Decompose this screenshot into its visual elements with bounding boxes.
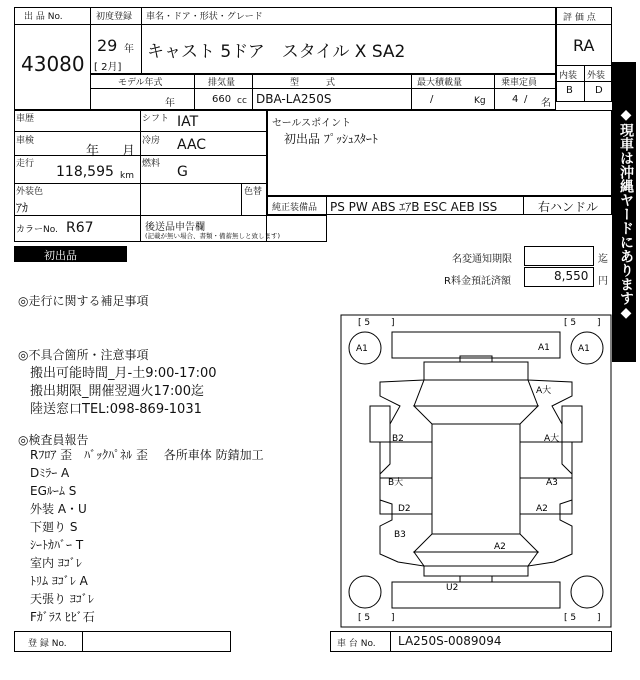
chassis-number: LA250S-0089094 xyxy=(398,634,502,648)
inspection-year: 年 xyxy=(86,144,100,159)
mark-tailgate: A2 xyxy=(494,542,506,552)
tailgate xyxy=(414,552,538,566)
first-listing-tag-text: 初出品 xyxy=(44,249,77,262)
history-label: 車歴 xyxy=(16,114,35,124)
front-door-left xyxy=(380,442,432,478)
name-change-label: 名変通知期限 xyxy=(452,254,512,265)
first-reg-year-unit: 年 xyxy=(124,44,134,55)
corner-label-tl: [ 5 ] xyxy=(358,318,395,328)
inspector-line: ｼｰﾄｶﾊﾞｰ T xyxy=(30,538,84,552)
shift-value: IAT xyxy=(177,114,199,130)
mark-rear-left-2: B3 xyxy=(394,530,406,540)
tire-rear-right xyxy=(571,576,603,608)
rear-bumper xyxy=(392,582,560,608)
mark-rear-door-left: D2 xyxy=(398,504,411,514)
load-unit: Kg xyxy=(474,96,486,106)
recycle-label: R料金預託済額 xyxy=(444,276,511,287)
corner-label-br: [ 5 ] xyxy=(564,613,601,623)
interior-label: 内装 xyxy=(559,71,578,81)
front-bumper xyxy=(392,332,560,358)
capacity-unit: 名 xyxy=(541,98,551,109)
mark-hood-right: A大 xyxy=(536,386,552,396)
sales-point-label: セールスポイント xyxy=(272,118,352,129)
mark-quarter-right: A2 xyxy=(536,504,548,514)
rear-plate xyxy=(460,576,492,582)
first-reg-label: 初度登録 xyxy=(96,12,133,22)
chassis-label: 車 台 No. xyxy=(337,639,376,649)
inspector-line: 下廻り S xyxy=(30,520,78,534)
mileage-unit: km xyxy=(120,171,134,181)
first-reg-month: [ 2月] xyxy=(94,62,122,73)
model-year-label: モデル年式 xyxy=(118,78,163,88)
type-label: 型 式 xyxy=(290,78,336,88)
defects-line: 陸送窓口TEL:098-869-1031 xyxy=(30,402,202,417)
mileage-value: 118,595 xyxy=(56,164,114,180)
inspector-line: 室内 ﾖｺﾞﾚ xyxy=(30,556,82,570)
inspector-line: ﾄﾘﾑ ﾖｺﾞﾚ A xyxy=(30,574,88,588)
corner-label-bl: [ 5 ] xyxy=(358,613,395,623)
load-label: 最大積載量 xyxy=(417,78,463,88)
hood xyxy=(414,380,538,406)
color-no-label: カラーNo. xyxy=(16,225,58,235)
recycle-amount: 8,550 xyxy=(554,269,589,283)
defects-line: 搬出期限_開催翌週火17:00迄 xyxy=(30,384,204,399)
roof xyxy=(432,424,520,534)
rating-value: RA xyxy=(573,36,595,55)
car-damage-diagram xyxy=(340,314,612,628)
ac-label: 冷房 xyxy=(142,136,161,146)
ac-value: AAC xyxy=(177,137,207,153)
shift-label: シフト xyxy=(142,114,170,124)
sales-point: 初出品 ﾌﾟｯｼｭｽﾀｰﾄ xyxy=(284,132,378,146)
ext-color-value: ｱｶ xyxy=(16,201,29,215)
inspector-line: 外装 A・U xyxy=(30,502,87,516)
windshield xyxy=(414,406,538,424)
fuel-value: G xyxy=(177,164,188,180)
front-door-right xyxy=(520,442,572,478)
model-year-unit: 年 xyxy=(165,98,175,109)
rear-window xyxy=(414,534,538,552)
mark-rear-right: A3 xyxy=(546,478,558,488)
mark-rear-left: B大 xyxy=(388,478,404,488)
exterior-label: 外装 xyxy=(587,71,606,81)
first-reg-year: 29 xyxy=(97,36,118,55)
inspection-label: 車検 xyxy=(16,136,35,146)
corner-label-tr: [ 5 ] xyxy=(564,318,601,328)
model-label: 車名・ドア・形状・グレード xyxy=(146,12,263,22)
mark-roof-left: B2 xyxy=(392,434,404,444)
load-sep: / xyxy=(430,94,434,105)
driving-notes-title: ◎走行に関する補足事項 xyxy=(18,294,149,308)
rating-label: 評 価 点 xyxy=(563,13,596,23)
defects-title: ◎不具合箇所・注意事項 xyxy=(18,348,149,362)
aftermarket-note: (記載が無い場合、書類・備蓄無しと致します) xyxy=(145,232,281,240)
type-value: DBA-LA250S xyxy=(256,92,332,106)
steering: 右ハンドル xyxy=(538,200,599,214)
inspector-line: EGﾙｰﾑ S xyxy=(30,484,77,498)
inspector-title: ◎検査員報告 xyxy=(18,433,89,447)
equipment-label: 純正装備品 xyxy=(272,203,318,213)
fuel-label: 燃料 xyxy=(142,159,161,169)
mark-rear-bumper: U2 xyxy=(446,583,459,593)
inspector-line: Dﾐﾗｰ A xyxy=(30,466,70,480)
model-value: キャスト 5ドア スタイル X SA2 xyxy=(147,42,406,62)
mark-roof-right: A大 xyxy=(544,434,560,444)
lot-number: 43080 xyxy=(21,52,85,76)
equipment: PS PW ABS ｴｱB ESC AEB ISS xyxy=(330,200,498,214)
defects-line: 搬出可能時間_月-土9:00-17:00 xyxy=(30,366,217,381)
registration-label: 登 録 No. xyxy=(28,639,67,649)
color-no-value: R67 xyxy=(66,220,94,236)
interior-grade: B xyxy=(566,85,573,96)
mileage-label: 走行 xyxy=(16,159,35,169)
displacement: 660 xyxy=(212,94,232,105)
capacity: 4 xyxy=(512,94,519,105)
displacement-unit: cc xyxy=(237,96,247,106)
ext-color-label: 外装色 xyxy=(16,187,44,197)
capacity-label: 乗車定員 xyxy=(501,78,538,88)
fender-left xyxy=(370,406,390,442)
tire-rear-left xyxy=(349,576,381,608)
front-plate xyxy=(460,356,492,362)
color-change-label: 色替 xyxy=(244,187,263,197)
inspector-line: 天張り ﾖｺﾞﾚ xyxy=(30,592,94,606)
aftermarket-label: 後送品申告欄 xyxy=(145,222,205,233)
name-change-unit: 迄 xyxy=(598,254,608,265)
fender-right xyxy=(562,406,582,442)
inspector-line: Fｶﾞﾗｽ ﾋﾋﾞ石 xyxy=(30,610,95,624)
lot-number-label: 出 品 No. xyxy=(24,12,63,22)
inspection-month: 月 xyxy=(122,144,136,159)
inspector-line: Rﾌﾛｱ 歪 ﾊﾞｯｸﾊﾟﾈﾙ 歪 各所車体 防錆加工 xyxy=(30,448,264,462)
name-change-box xyxy=(524,246,594,266)
exterior-grade: D xyxy=(595,85,603,96)
mark-front-bumper: A1 xyxy=(538,343,550,353)
mark-tire-front-right: A1 xyxy=(578,344,590,354)
capacity-sep: / xyxy=(524,94,528,105)
recycle-unit: 円 xyxy=(598,276,608,287)
mark-tire-front-left: A1 xyxy=(356,344,368,354)
displacement-label: 排気量 xyxy=(208,78,236,88)
side-banner: ◆現車は沖縄ヤードにあります◆ xyxy=(612,62,636,362)
